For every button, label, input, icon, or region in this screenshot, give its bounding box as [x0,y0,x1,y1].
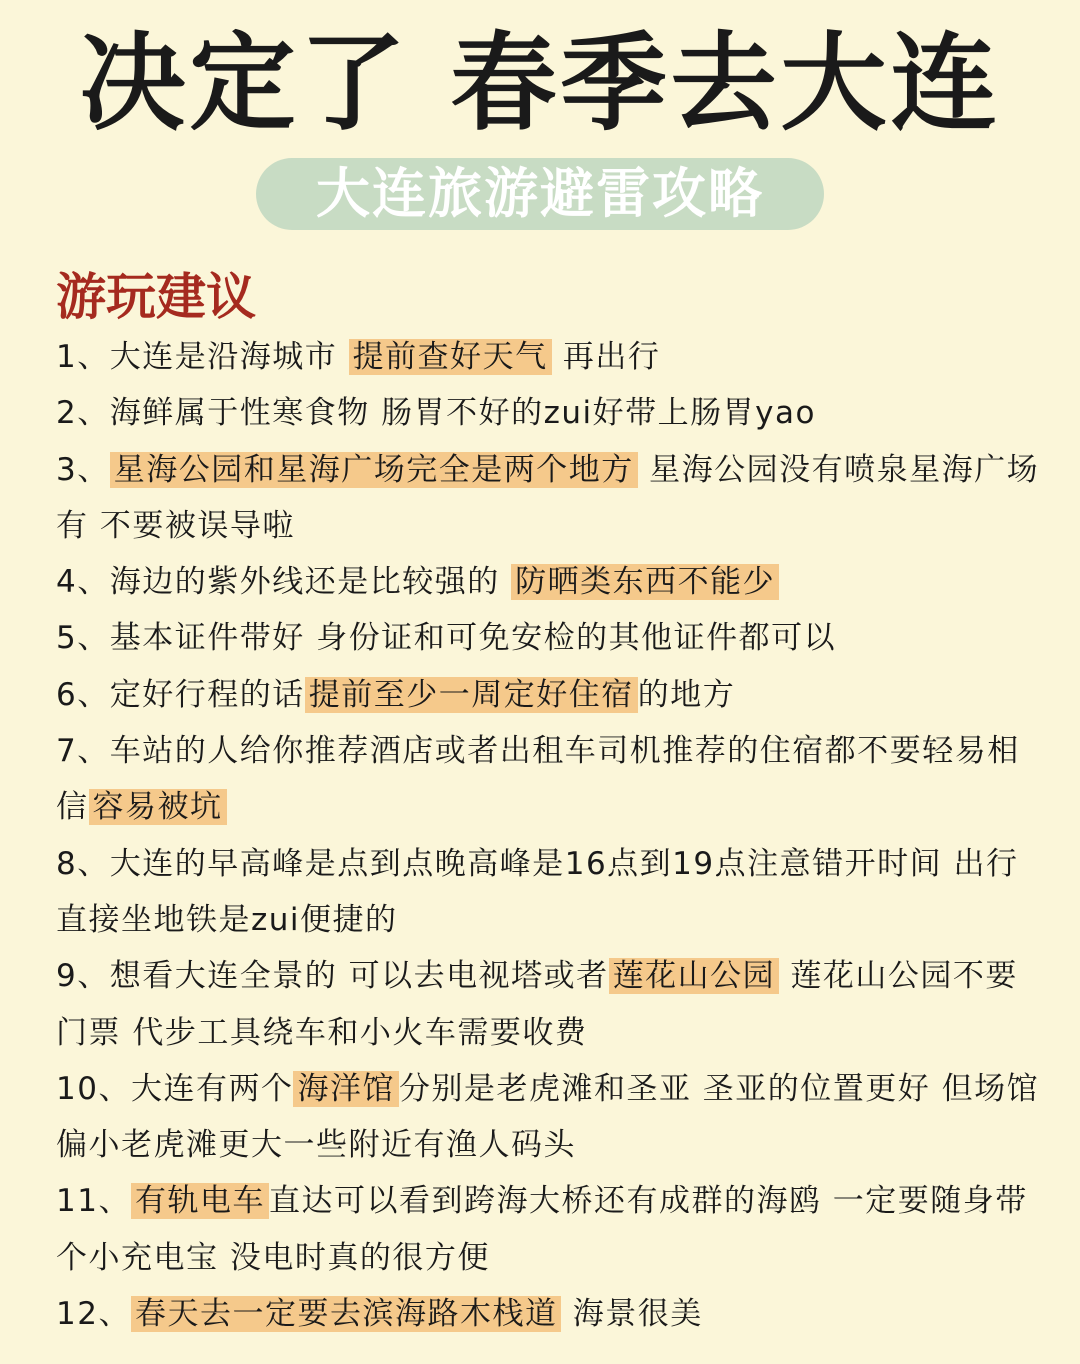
tip-text: 莲花山公园不要门票 代步工具绕车和小火车需要收费 [56,958,1018,1051]
tip-text: 3、 [56,451,110,488]
tip-text: 直达可以看到跨海大桥还有成群的海鸥 一定要随身带个小充电宝 没电时真的很方便 [56,1183,1028,1276]
tip-highlight: 提前查好天气 [349,339,552,375]
tip-text: 星海公园没有喷泉星海广场有 不要被误导啦 [56,451,1040,544]
tip-highlight: 海洋馆 [293,1071,399,1107]
tip-text: 分别是老虎滩和圣亚 圣亚的位置更好 但场馆偏小老虎滩更大一些附近有渔人码头 [56,1070,1040,1164]
tip-item [56,554,1046,610]
subtitle-badge: 大连旅游避雷攻略 [256,158,824,230]
tip-text: 9、想看大连全景的 可以去电视塔或者 [56,958,609,995]
tip-text: 的地方 [637,676,736,713]
tip-highlight: 春天去一定要去滨海路木栈道 [131,1296,562,1332]
tip-item [56,442,1046,555]
tip-text: 11、 [56,1183,131,1220]
tip-item [56,836,1046,949]
tip-text: 海景很美 [561,1296,703,1333]
tip-item [56,329,1046,385]
tip-highlight: 莲花山公园 [609,958,780,994]
tip-text: 4、海边的紫外线还是比较强的 [56,564,512,601]
tip-text: 12、 [56,1296,131,1333]
tip-item [56,385,1046,441]
tip-highlight: 容易被坑 [89,789,227,825]
tip-text: 6、定好行程的话 [56,676,305,713]
tip-text: 7、车站的人给你推荐酒店或者出租车司机推荐的住宿都不要轻易相信 [56,733,1020,826]
tip-item [56,723,1046,836]
tip-highlight: 提前至少一周定好住宿 [305,677,638,713]
tips-list [56,329,1046,1342]
tip-item [56,1061,1046,1174]
tip-item [56,948,1046,1061]
tip-text: 1、大连是沿海城市 [56,339,349,375]
tip-highlight: 有轨电车 [131,1183,269,1219]
tip-item [56,610,1046,666]
tip-text: 10、大连有两个 [56,1070,294,1107]
page-title: 决定了 春季去大连 [79,22,1001,145]
tip-text: 2、海鲜属于性寒食物 肠胃不好的zui好带上肠胃yao [56,395,816,432]
tip-item [56,1286,1046,1342]
tip-text: 再出行 [551,339,661,375]
tip-item [56,1173,1046,1286]
tip-item [56,667,1046,723]
tip-highlight: 星海公园和星海广场完全是两个地方 [110,452,638,488]
tip-text: 5、基本证件带好 身份证和可免安检的其他证件都可以 [56,620,837,657]
section-heading: 游玩建议 [56,268,256,326]
tip-text: 8、大连的早高峰是点到点晚高峰是16点到19点注意错开时间 出行直接坐地铁是zui便捷的 [56,845,1019,938]
tip-highlight: 防晒类东西不能少 [511,564,779,600]
